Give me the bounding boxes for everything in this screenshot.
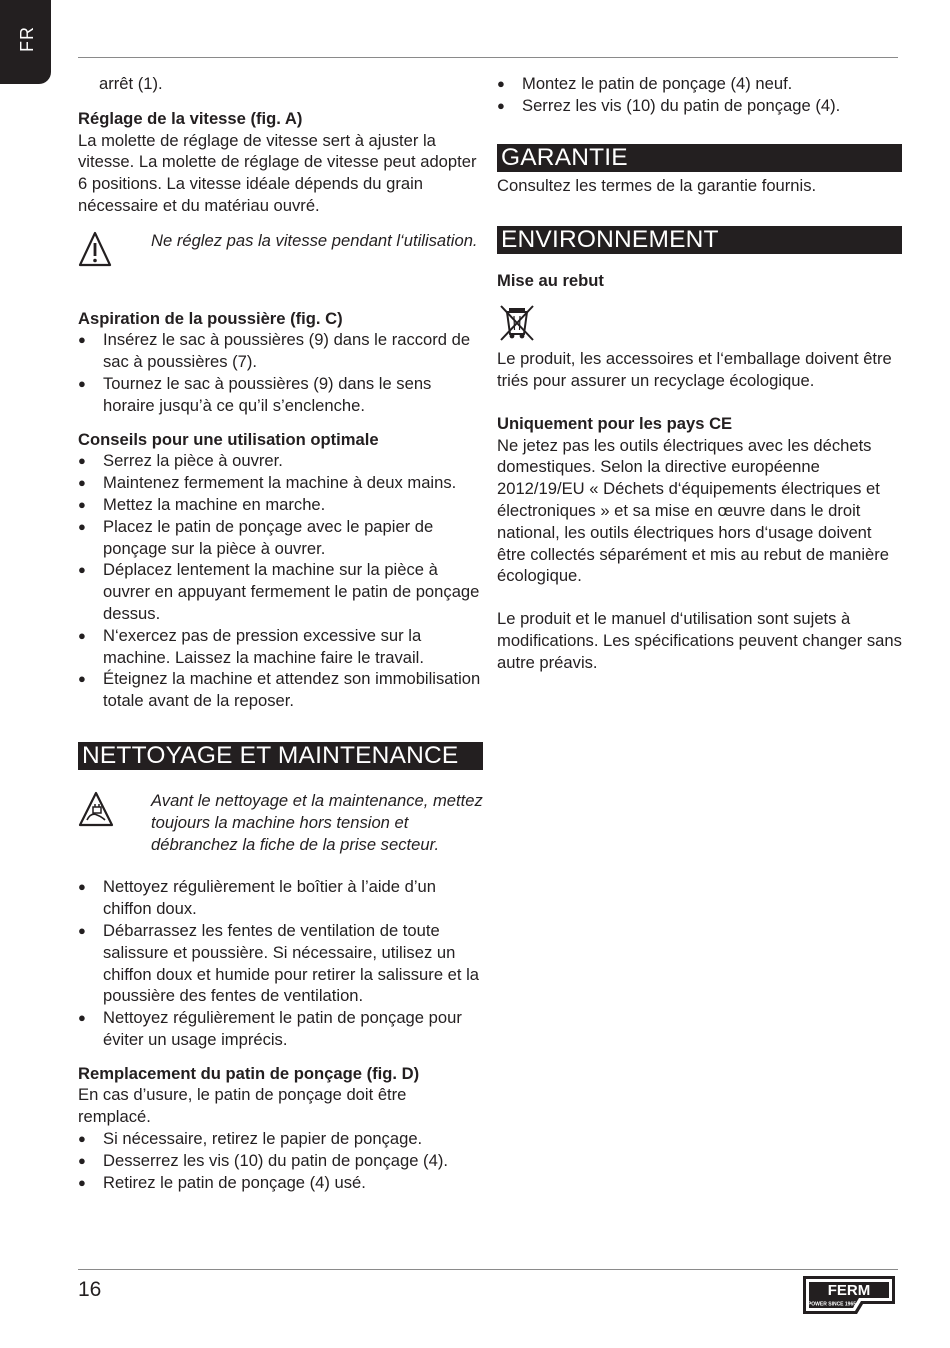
- eu-heading: Uniquement pour les pays CE: [497, 413, 733, 433]
- list-item: ● Placez le patin de ponçage avec le papier de ponçage sur la pièce à ouvrer.: [78, 516, 483, 560]
- list-item: ● Serrez les vis (10) du patin de ponçage (4).: [497, 95, 902, 117]
- list-item: ● Éteignez la machine et attendez son immobilisation totale avant de la reposer.: [78, 668, 483, 712]
- list-item: ● Nettoyez régulièrement le boîtier à l’aide d’un chiffon doux.: [78, 876, 483, 920]
- change-notice: Le produit et le manuel d‘utilisation sont sujets à modifications. Les spécifications peuvent changer sans autre préavis.: [497, 609, 902, 672]
- list-item: ● Desserrez les vis (10) du patin de ponçage (4).: [78, 1150, 483, 1172]
- speed-body: La molette de réglage de vitesse sert à ajuster la vitesse. La molette de réglage de vitesse peut adopter 6 positions. La vitesse idéale dépends du grain nécessaire et du matériau ouvré.: [78, 130, 477, 215]
- dust-heading: Aspiration de la poussière (fig. C): [78, 308, 343, 328]
- dust-list: [78, 329, 483, 416]
- tips-heading: Conseils pour une utilisation optimale: [78, 429, 379, 449]
- list-item: ● Insérez le sac à poussières (9) dans le raccord de sac à poussières (7).: [78, 329, 483, 373]
- header-rule: [78, 57, 898, 58]
- disposal-body: Le produit, les accessoires et l‘emballage doivent être triés pour assurer un recyclage écologique.: [497, 349, 892, 390]
- list-item: ● Retirez le patin de ponçage (4) usé.: [78, 1172, 483, 1194]
- speed-warning: [78, 230, 483, 274]
- unplug-warning-icon: [78, 790, 151, 834]
- right-column: [497, 70, 902, 674]
- footer-rule: [78, 1269, 898, 1270]
- list-item: ● Débarrassez les fentes de ventilation de toute salissure et poussière. Si nécessaire, utilisez un chiffon doux et humide pour retirer la salissure et la poussière des fentes de ventilation.: [78, 920, 483, 1007]
- guarantee-title: GARANTIE: [497, 144, 902, 172]
- list-item: ● Si nécessaire, retirez le papier de ponçage.: [78, 1128, 483, 1150]
- list-item: ● Montez le patin de ponçage (4) neuf.: [497, 73, 902, 95]
- pad-mount-list: [497, 73, 902, 117]
- list-item: ● Nettoyez régulièrement le patin de ponçage pour éviter un usage imprécis.: [78, 1007, 483, 1051]
- speed-warning-text: Ne réglez pas la vitesse pendant l‘utilisation.: [151, 230, 478, 250]
- cleaning-warning: [78, 790, 483, 855]
- left-column: [78, 70, 483, 1193]
- replace-heading: Remplacement du patin de ponçage (fig. D): [78, 1063, 420, 1083]
- speed-heading: Réglage de la vitesse (fig. A): [78, 108, 303, 128]
- cleaning-list: [78, 876, 483, 1050]
- tips-list: [78, 450, 483, 712]
- list-item: ● N‘exercez pas de pression excessive sur la machine. Laissez la machine faire le travail.: [78, 625, 483, 669]
- language-tab-label: FR: [17, 26, 37, 52]
- cleaning-title: NETTOYAGE ET MAINTENANCE: [78, 742, 483, 770]
- language-tab: [0, 0, 51, 84]
- list-item: ● Maintenez fermement la machine à deux mains.: [78, 472, 483, 494]
- eu-body: Ne jetez pas les outils électriques avec les déchets domestiques. Selon la directive européenne 2012/19/EU « Déchets d‘équipements électriques et électroniques » et sa mise en œuvre dans le droit national, les outils électriques hors d‘usage doivent être collectés séparément et mis au rebut de manière écologique.: [497, 435, 889, 586]
- environment-title: ENVIRONNEMENT: [497, 226, 902, 254]
- list-item: ● Déplacez lentement la machine sur la pièce à ouvrer en appuyant fermement le patin de ponçage dessus.: [78, 559, 483, 624]
- list-item: ● Serrez la pièce à ouvrer.: [78, 450, 483, 472]
- page-number: 16: [78, 1278, 102, 1301]
- list-item: ● Mettez la machine en marche.: [78, 494, 483, 516]
- guarantee-body: Consultez les termes de la garantie fournis.: [497, 175, 817, 195]
- disposal-heading: Mise au rebut: [497, 271, 604, 291]
- cleaning-warning-text: Avant le nettoyage et la maintenance, mettez toujours la machine hors tension et débranchez la fiche de la prise secteur.: [151, 790, 483, 854]
- replace-body: En cas d’usure, le patin de ponçage doit être remplacé.: [78, 1085, 407, 1127]
- logo-tagline: POWER SINCE 1965: [807, 1301, 857, 1308]
- ferm-logo: [801, 1274, 897, 1316]
- logo-wordmark: FERM: [827, 1282, 871, 1299]
- warning-triangle-icon: [78, 230, 151, 274]
- weee-bin-icon: [497, 302, 902, 344]
- intro-text: arrêt (1).: [99, 74, 163, 93]
- list-item: ● Tournez le sac à poussières (9) dans le sens horaire jusqu’à ce qu’il s’enclenche.: [78, 373, 483, 417]
- replace-list: [78, 1128, 483, 1193]
